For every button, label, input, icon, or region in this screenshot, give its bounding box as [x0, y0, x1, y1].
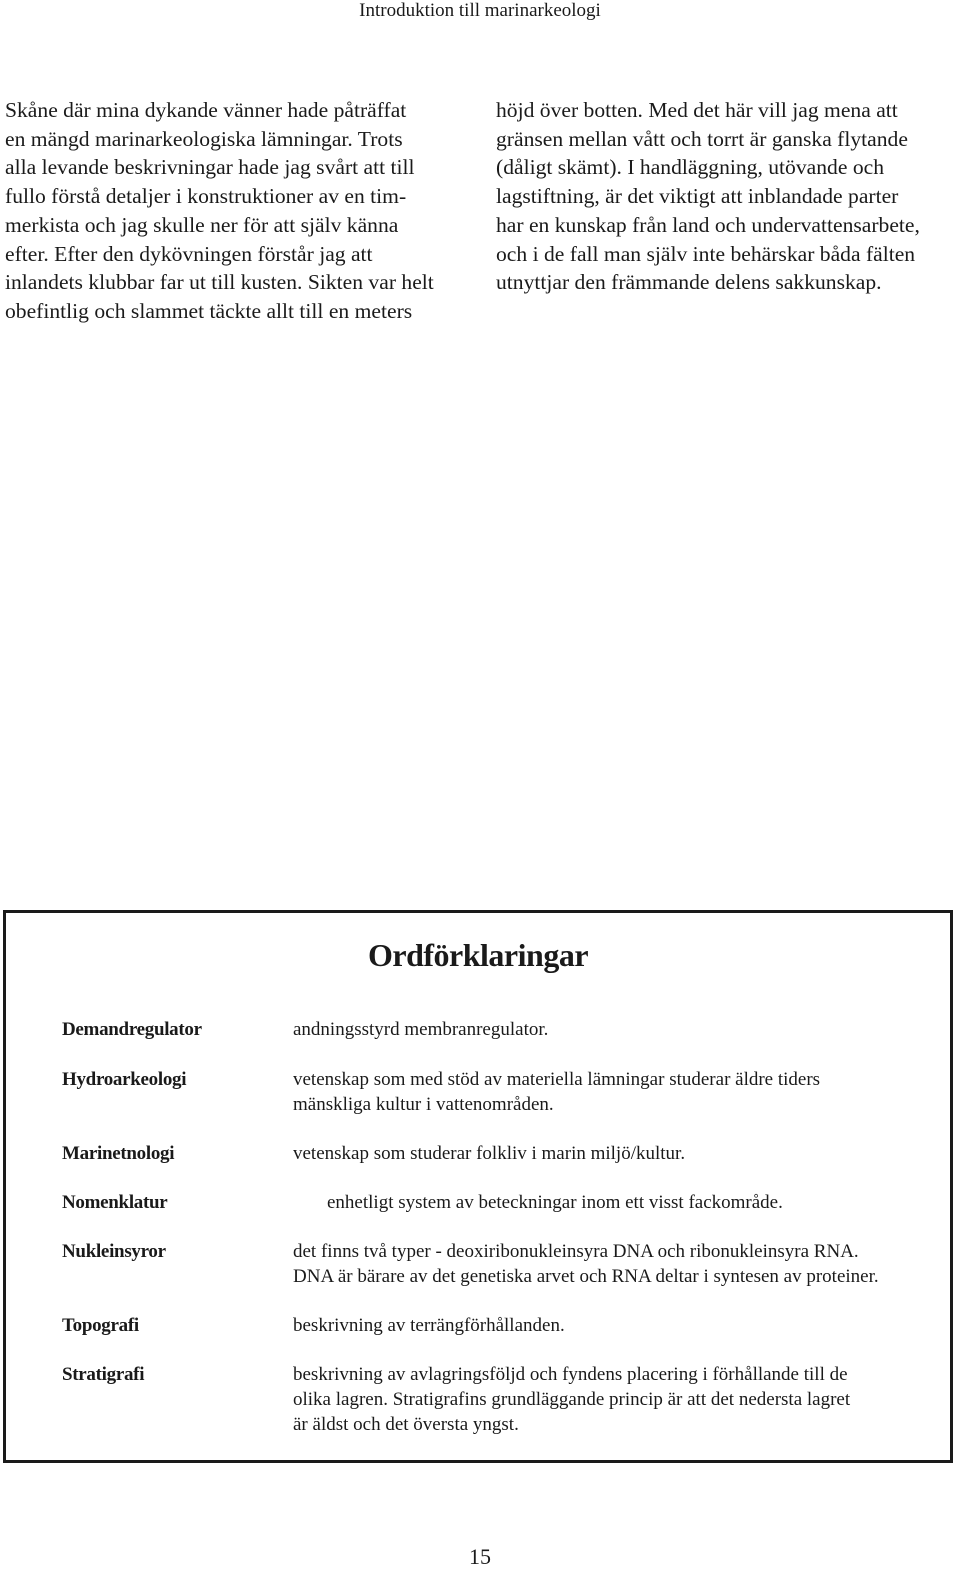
text-line: Skåne där mina dykande vänner hade påträffat	[5, 98, 407, 122]
glossary-box	[3, 910, 953, 1463]
definition-line: andningsstyrd membranregulator.	[293, 1019, 549, 1040]
paragraph	[5, 96, 463, 326]
text-line: har en kunskap från land och undervattensarbete,	[496, 212, 920, 237]
glossary-definition	[293, 1313, 933, 1338]
glossary-term: Stratigrafi	[62, 1364, 145, 1385]
glossary-term: Topografi	[62, 1315, 139, 1336]
glossary-term: Hydroarkeologi	[62, 1069, 187, 1090]
definition-line: DNA är bärare av det genetiska arvet och RNA deltar i syntesen av proteiner.	[293, 1266, 879, 1287]
text-line: och i de fall man själv inte behärskar båda fälten	[496, 241, 916, 266]
text-line: inlandets klubbar far ut till kusten. Sikten var helt	[5, 270, 434, 295]
glossary-term: Demandregulator	[62, 1019, 202, 1040]
text-line: efter. Efter den dykövningen förstår jag att	[5, 241, 373, 266]
definition-line: vetenskap som studerar folkliv i marin miljö/kultur.	[293, 1143, 686, 1164]
definition-line: beskrivning av avlagringsföljd och fyndens placering i förhållande till de	[293, 1364, 848, 1385]
glossary-definition	[293, 1141, 933, 1166]
glossary-term: Marinetnologi	[62, 1143, 175, 1164]
text-line: en mängd marinarkeologiska lämningar. Trots	[5, 126, 403, 151]
glossary-term: Nukleinsyror	[62, 1241, 166, 1262]
text-line: utnyttjar den främmande delens sakkunskap.	[496, 270, 882, 295]
definition-line: beskrivning av terrängförhållanden.	[293, 1315, 565, 1336]
text-line: (dåligt skämt). I handläggning, utövande och	[496, 155, 884, 180]
page-number: 15	[469, 1544, 491, 1569]
paragraph	[496, 96, 954, 297]
text-line: alla levande beskrivningar hade jag svårt att till	[5, 155, 415, 180]
text-line: höjd över botten. Med det här vill jag mena att	[496, 98, 898, 122]
text-line: fullo förstå detaljer i konstruktioner av en tim-	[5, 184, 407, 209]
definition-line: är äldst och det översta yngst.	[293, 1414, 519, 1435]
running-header: Introduktion till marinarkeologi	[359, 0, 601, 21]
body-text-left-column	[5, 96, 463, 326]
definition-line: mänskliga kultur i vattenområden.	[293, 1094, 554, 1115]
definition-line: vetenskap som med stöd av materiella lämningar studerar äldre tiders	[293, 1069, 821, 1090]
text-line: gränsen mellan vått och torrt är ganska flytande	[496, 126, 908, 151]
text-line: obefintlig och slammet täckte allt till en meters	[5, 298, 413, 323]
glossary-definition	[293, 1067, 933, 1117]
glossary-definition	[293, 1239, 933, 1289]
definition-line: olika lagren. Stratigrafins grundläggande princip är att det nedersta lagret	[293, 1389, 851, 1410]
body-text-right-column	[496, 96, 954, 297]
glossary-title: Ordförklaringar	[367, 937, 589, 973]
definition-line: enhetligt system av beteckningar inom ett visst fackområde.	[327, 1192, 783, 1213]
glossary-term: Nomenklatur	[62, 1192, 168, 1213]
glossary-definition	[293, 1362, 933, 1437]
text-line: merkista och jag skulle ner för att själv känna	[5, 212, 399, 237]
definition-line: det finns två typer - deoxiribonukleinsyra DNA och ribonukleinsyra RNA.	[293, 1241, 859, 1262]
text-line: lagstiftning, är det viktigt att inblandade parter	[496, 184, 899, 209]
glossary-definition	[327, 1190, 960, 1215]
glossary-definition	[293, 1017, 933, 1042]
